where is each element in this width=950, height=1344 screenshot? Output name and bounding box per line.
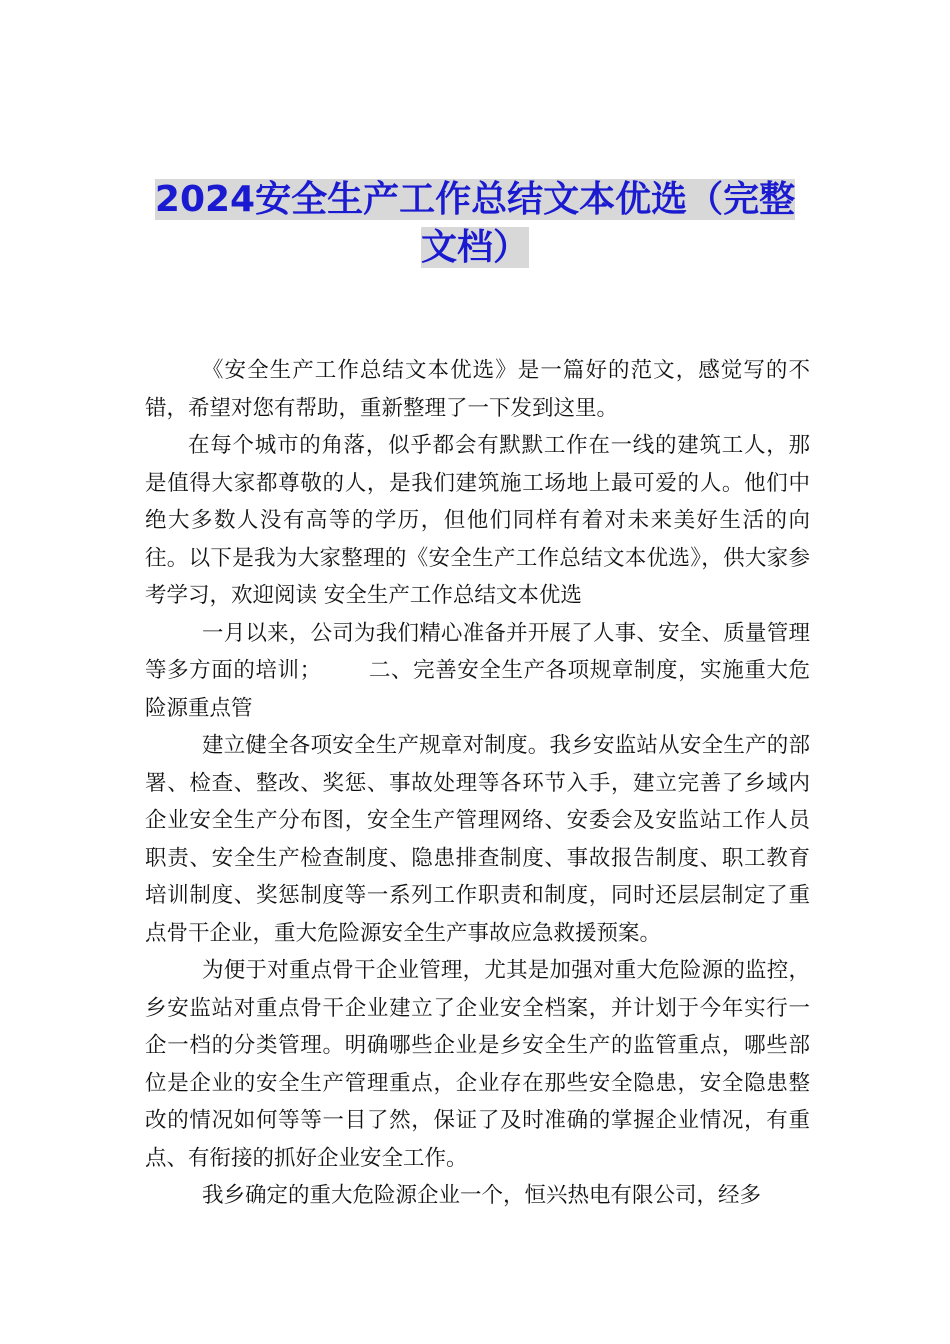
document-title bbox=[145, 176, 805, 272]
paragraph-hazard-source: 我乡确定的重大危险源企业一个，恒兴热电有限公司，经多 bbox=[201, 1183, 761, 1208]
paragraph-preface: 在每个城市的角落，似乎都会有默默工作在一线的建筑工人，那是值得大家都尊敬的人，是我们建筑施工场地上最可爱的人。他们中绝大多数人没有高等的学历，但他们同样有着对未来美好生活的向往。以下是我为大家整理的《安全生产工作总结文本优选》，供大家参考学习，欢迎阅读 安全生产工作总结文本优选 bbox=[145, 433, 810, 608]
paragraph-training-text: 一月以来，公司为我们精心准备并开展了人事、安全、质量管理等多方面的培训； bbox=[145, 620, 810, 683]
paragraph-rules: 建立健全各项安全生产规章对制度。我乡安监站从安全生产的部署、检查、整改、奖惩、事故处理等各环节入手，建立完善了乡域内企业安全生产分布图，安全生产管理网络、安委会及安监站工作人员职责、安全生产检查制度、隐患排查制度、事故报告制度、职工教育培训制度、奖惩制度等一系列工作职责和制度，同时还层层制定了重点骨干企业，重大危险源安全生产事故应急救援预案。 bbox=[145, 733, 810, 946]
section-heading-two: 二、完善安全生产各项规章制度，实施重大危险源重点管 bbox=[145, 658, 810, 721]
paragraph-archives: 为便于对重点骨干企业管理，尤其是加强对重大危险源的监控，乡安监站对重点骨干企业建立了企业安全档案，并计划于今年实行一企一档的分类管理。明确哪些企业是乡安全生产的监管重点，哪些部位是企业的安全生产管理重点，企业存在那些安全隐患，安全隐患整改的情况如何等等一目了然，保证了及时准确的掌握企业情况，有重点、有衔接的抓好企业安全工作。 bbox=[145, 958, 810, 1171]
paragraph-intro: 《安全生产工作总结文本优选》是一篇好的范文，感觉写的不错，希望对您有帮助，重新整理了一下发到这里。 bbox=[145, 358, 810, 421]
document-body bbox=[145, 352, 810, 1215]
paragraph-training bbox=[145, 615, 810, 728]
document-title-line-1: 2024安全生产工作总结文本优选（完整 bbox=[154, 179, 796, 220]
document-title-line-2: 文档） bbox=[420, 227, 529, 268]
